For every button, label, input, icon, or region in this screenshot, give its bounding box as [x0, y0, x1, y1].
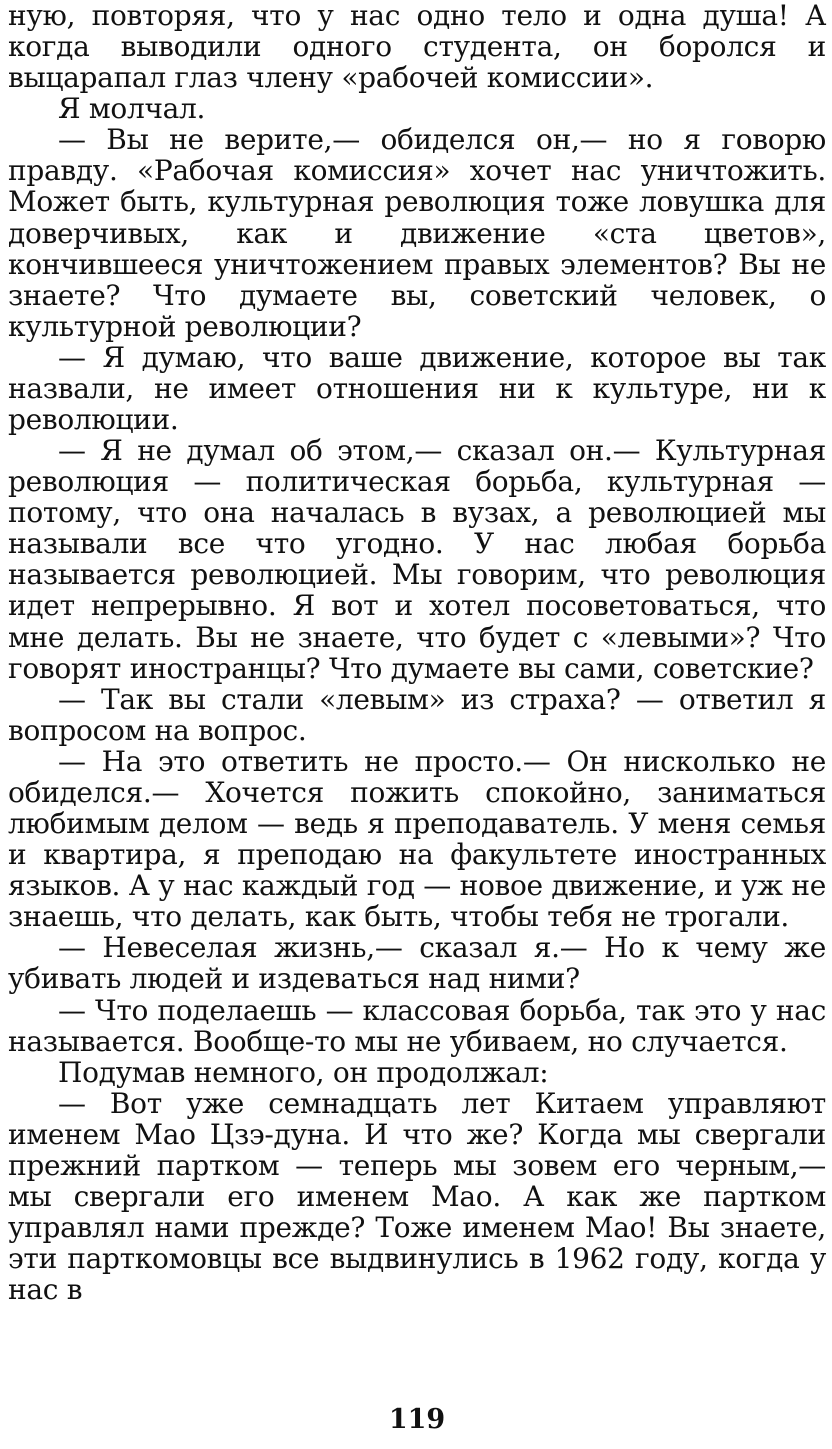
paragraph-10: Подумав немного, он продолжал:: [58, 1055, 549, 1089]
book-page: [8, 0, 826, 1449]
paragraph-3: — Вы не верите,— обиделся он,— но я говорю правду. «Рабочая комиссия» хочет нас уничтожить. Может быть, культурная революция тоже ловушка для доверчивых, как и движение «ста цветов», кончившееся уничтожением правых элементов? Вы не знаете? Что думаете вы, советский человек, о культурной революции?: [8, 123, 826, 343]
paragraph-8: — Невеселая жизнь,— сказал я.— Но к чему же убивать людей и издеваться над ними?: [8, 931, 826, 996]
paragraph-4: — Я думаю, что ваше движение, которое вы так назвали, не имеет отношения ни к культуре, ни к революции.: [8, 340, 826, 437]
paragraph-2: Я молчал.: [58, 92, 206, 126]
paragraph-7: — На это ответить не просто.— Он нисколько не обиделся.— Хочется пожить спокойно, заниматься любимым делом — ведь я преподаватель. У меня семья и квартира, я преподаю на факультете иностранных языков. А у нас каждый год — новое движение, и уж не знаешь, что делать, как быть, чтобы тебя не трогали.: [8, 744, 826, 934]
body-text: [8, 0, 826, 1305]
page-number: 119: [388, 1404, 446, 1435]
paragraph-1: ную, повторяя, что у нас одно тело и одна душа! А когда выводили одного студента, он боролся и выцарапал глаз члену «рабочей комиссии».: [8, 0, 826, 95]
paragraph-11: — Вот уже семнадцать лет Китаем управляют именем Мао Цзэ-дуна. И что же? Когда мы свергали прежний партком — теперь мы зовем его черным,— мы свергали его именем Мао. А как же партком управлял нами прежде? Тоже именем Мао! Вы знаете, эти парткомовцы все выдвинулись в 1962 году, когда у нас в: [8, 1086, 826, 1307]
paragraph-6: — Так вы стали «левым» из страха? — ответил я вопросом на вопрос.: [8, 682, 826, 747]
paragraph-5: — Я не думал об этом,— сказал он.— Культурная революция — политическая борьба, культурная — потому, что она началась в вузах, а революцией мы называли все что угодно. У нас любая борьба называется революцией. Мы говорим, что революция идет непрерывно. Я вот и хотел посоветоваться, что мне делать. Вы не знаете, что будет с «левыми»? Что говорят иностранцы? Что думаете вы сами, советские?: [8, 434, 826, 685]
paragraph-9: — Что поделаешь — классовая борьба, так это у нас называется. Вообще-то мы не убиваем, но случается.: [8, 993, 826, 1058]
